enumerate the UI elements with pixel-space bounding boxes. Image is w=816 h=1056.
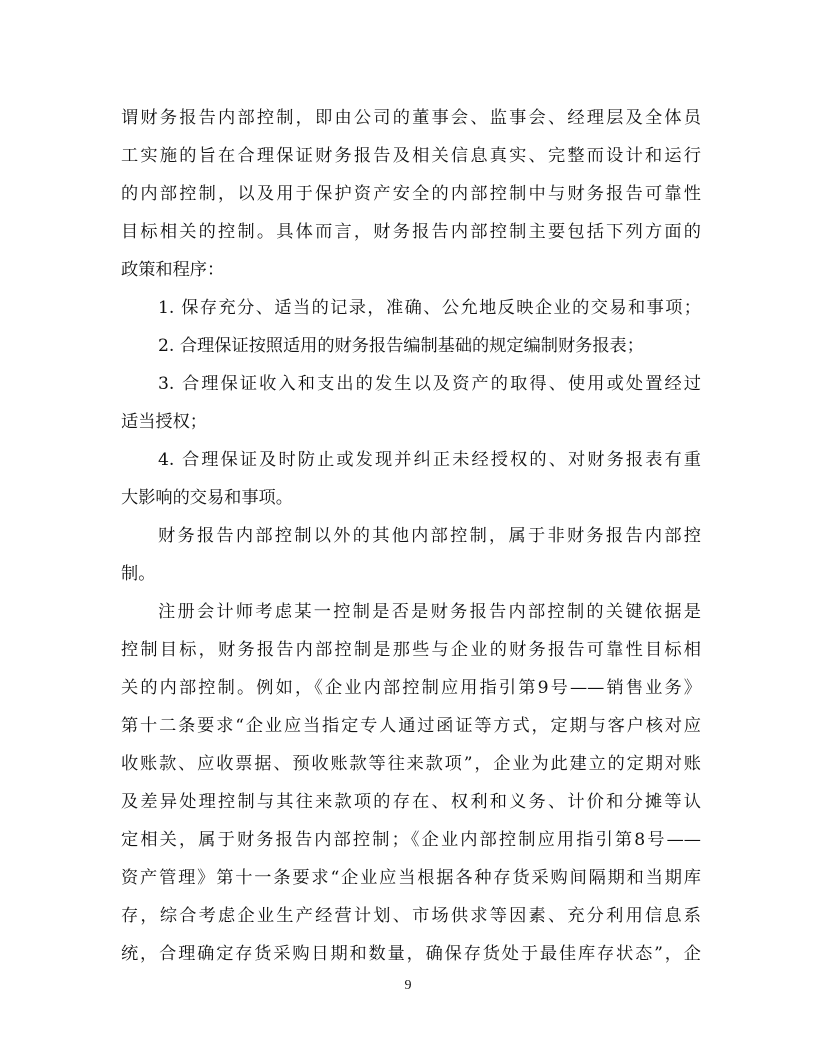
paragraph-line: 谓财务报告内部控制，即由公司的董事会、监事会、经理层及全体员 — [121, 108, 701, 128]
page-number: 9 — [404, 978, 412, 993]
paragraph-line: 资产管理》第十一条要求“企业应当根据各种存货采购间隔期和当期库 — [121, 868, 701, 888]
paragraph-line: 的内部控制，以及用于保护资产安全的内部控制中与财务报告可靠性 — [121, 184, 701, 204]
paragraph-line: 统，合理确定存货采购日期和数量，确保存货处于最佳库存状态”，企 — [121, 944, 701, 964]
list-item-line: 4. 合理保证及时防止或发现并纠正未经授权的、对财务报表有重 — [158, 450, 701, 470]
paragraph-line: 目标相关的控制。具体而言，财务报告内部控制主要包括下列方面的 — [121, 222, 701, 242]
list-item-line: 3. 合理保证收入和支出的发生以及资产的取得、使用或处置经过 — [158, 374, 701, 394]
paragraph-line: 定相关，属于财务报告内部控制；《企业内部控制应用指引第8号—— — [121, 830, 701, 850]
paragraph-line: 关的内部控制。例如，《企业内部控制应用指引第9号——销售业务》 — [121, 678, 701, 698]
paragraph-line: 及差异处理控制与其往来款项的存在、权利和义务、计价和分摊等认 — [121, 792, 701, 812]
paragraph-line: 政策和程序： — [121, 260, 225, 280]
paragraph-line: 注册会计师考虑某一控制是否是财务报告内部控制的关键依据是 — [158, 602, 701, 622]
list-item-line: 2. 合理保证按照适用的财务报告编制基础的规定编制财务报表； — [158, 336, 644, 356]
paragraph-line: 工实施的旨在合理保证财务报告及相关信息真实、完整而设计和运行 — [121, 146, 701, 166]
paragraph-line: 财务报告内部控制以外的其他内部控制，属于非财务报告内部控 — [158, 526, 701, 546]
list-item-line: 大影响的交易和事项。 — [121, 488, 293, 508]
paragraph-line: 收账款、应收票据、预收账款等往来款项”，企业为此建立的定期对账 — [121, 754, 701, 774]
paragraph-line: 制。 — [121, 564, 156, 584]
list-item-line: 适当授权； — [121, 412, 207, 432]
paragraph-line: 控制目标，财务报告内部控制是那些与企业的财务报告可靠性目标相 — [121, 640, 701, 660]
paragraph-line: 存，综合考虑企业生产经营计划、市场供求等因素、充分利用信息系 — [121, 906, 701, 926]
list-item-line: 1. 保存充分、适当的记录，准确、公允地反映企业的交易和事项； — [158, 298, 701, 318]
paragraph-line: 第十二条要求“企业应当指定专人通过函证等方式，定期与客户核对应 — [121, 716, 701, 736]
